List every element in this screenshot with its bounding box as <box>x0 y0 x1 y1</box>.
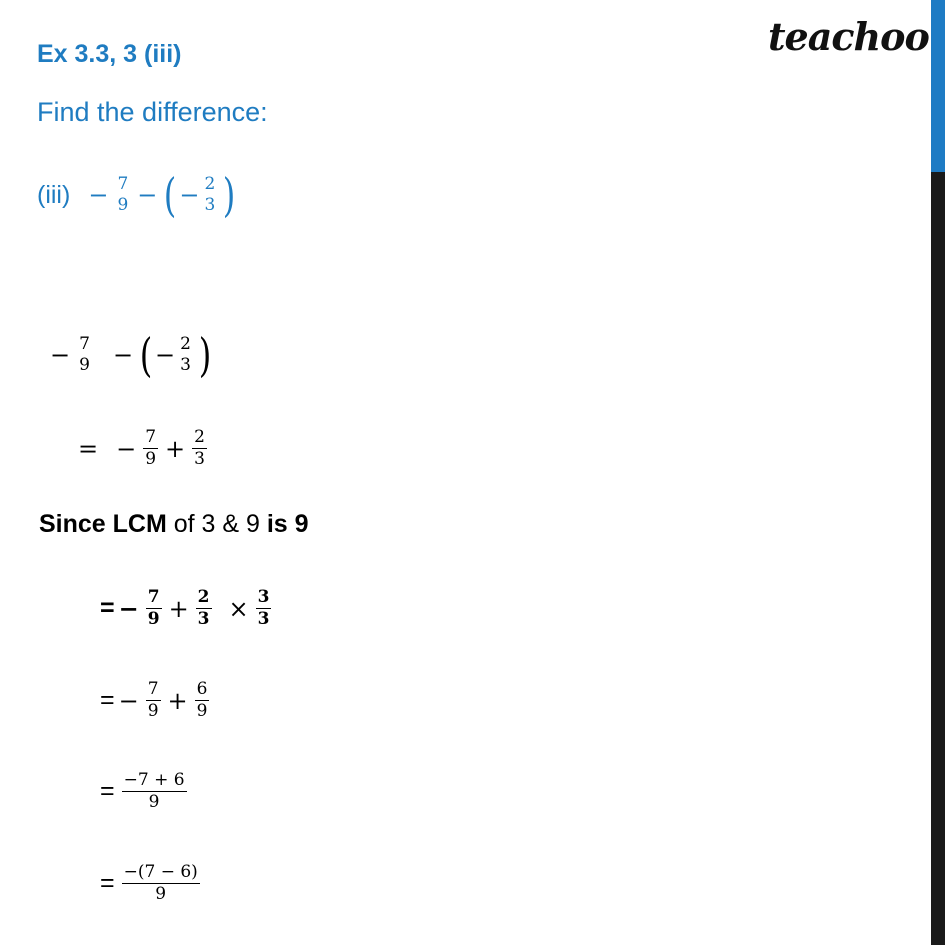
numerator: −(7 − 6) <box>123 862 198 882</box>
numerator: 7 <box>147 587 160 607</box>
minus-sign: − <box>118 594 139 623</box>
lcm-label: Since LCM <box>39 510 167 538</box>
equals-sign: = <box>100 594 115 622</box>
numerator: 2 <box>197 587 210 607</box>
left-paren: ( <box>139 328 153 382</box>
equals-sign: = <box>100 869 115 897</box>
lcm-statement <box>39 510 309 539</box>
fraction <box>256 587 272 630</box>
plus-sign: + <box>168 594 189 623</box>
minus-sign: − <box>155 341 176 369</box>
part-label: (iii) <box>37 180 71 209</box>
equals-sign: = <box>78 434 99 463</box>
numerator: 7 <box>145 427 157 447</box>
denominator: 9 <box>79 355 90 375</box>
fraction <box>196 587 212 630</box>
minus-sign: − <box>116 434 137 463</box>
step-1 <box>46 328 214 382</box>
denominator: 3 <box>257 609 270 629</box>
times-sign: × <box>228 594 249 623</box>
numerator: 7 <box>117 174 129 194</box>
fraction <box>202 174 217 216</box>
numerator: −7 + 6 <box>123 770 185 790</box>
minus-sign: − <box>179 181 200 209</box>
minus-sign: − <box>137 181 158 209</box>
denominator: 9 <box>145 449 157 469</box>
denominator: 3 <box>204 195 216 215</box>
question-expression <box>37 168 238 222</box>
denominator: 9 <box>147 701 159 721</box>
denominator: 9 <box>196 701 208 721</box>
step-5 <box>100 770 190 813</box>
minus-sign: − <box>50 341 71 369</box>
denominator: 9 <box>155 884 167 904</box>
step-6 <box>100 862 203 905</box>
fraction <box>178 334 193 376</box>
lcm-text: of 3 & 9 <box>166 510 267 538</box>
fraction <box>146 587 162 630</box>
right-paren: ) <box>222 168 236 222</box>
numerator: 7 <box>147 679 159 699</box>
step-4 <box>100 679 212 722</box>
denominator: 3 <box>197 609 210 629</box>
fraction <box>143 427 158 470</box>
exercise-title: Ex 3.3, 3 (iii) <box>37 40 182 68</box>
fraction <box>146 679 161 722</box>
numerator: 7 <box>79 334 90 354</box>
step-3 <box>100 587 274 630</box>
denominator: 9 <box>117 195 129 215</box>
denominator: 3 <box>194 449 205 469</box>
numerator: 2 <box>204 174 216 194</box>
denominator: 9 <box>148 792 160 812</box>
fraction <box>122 770 187 813</box>
left-paren: ( <box>164 168 177 222</box>
numerator: 6 <box>196 679 208 699</box>
fraction <box>77 334 92 376</box>
scrollbar-thumb[interactable] <box>931 0 945 172</box>
minus-sign: − <box>88 181 109 209</box>
minus-sign: − <box>118 686 139 715</box>
fraction <box>192 427 207 470</box>
fraction <box>195 679 210 722</box>
plus-sign: + <box>167 686 188 715</box>
step-2 <box>78 427 210 470</box>
minus-sign: − <box>112 341 134 369</box>
plus-sign: + <box>165 434 186 463</box>
equals-sign: = <box>100 686 115 714</box>
numerator: 2 <box>194 427 205 447</box>
numerator: 2 <box>180 334 191 354</box>
lcm-result: is 9 <box>266 510 309 538</box>
numerator: 3 <box>257 587 270 607</box>
teachoo-logo: teachoo <box>768 14 929 59</box>
fraction <box>122 862 200 905</box>
equals-sign: = <box>100 777 115 805</box>
denominator: 3 <box>180 355 191 375</box>
fraction <box>115 174 130 216</box>
denominator: 9 <box>147 609 160 629</box>
right-paren: ) <box>198 328 212 382</box>
question-text: Find the difference: <box>37 97 268 127</box>
